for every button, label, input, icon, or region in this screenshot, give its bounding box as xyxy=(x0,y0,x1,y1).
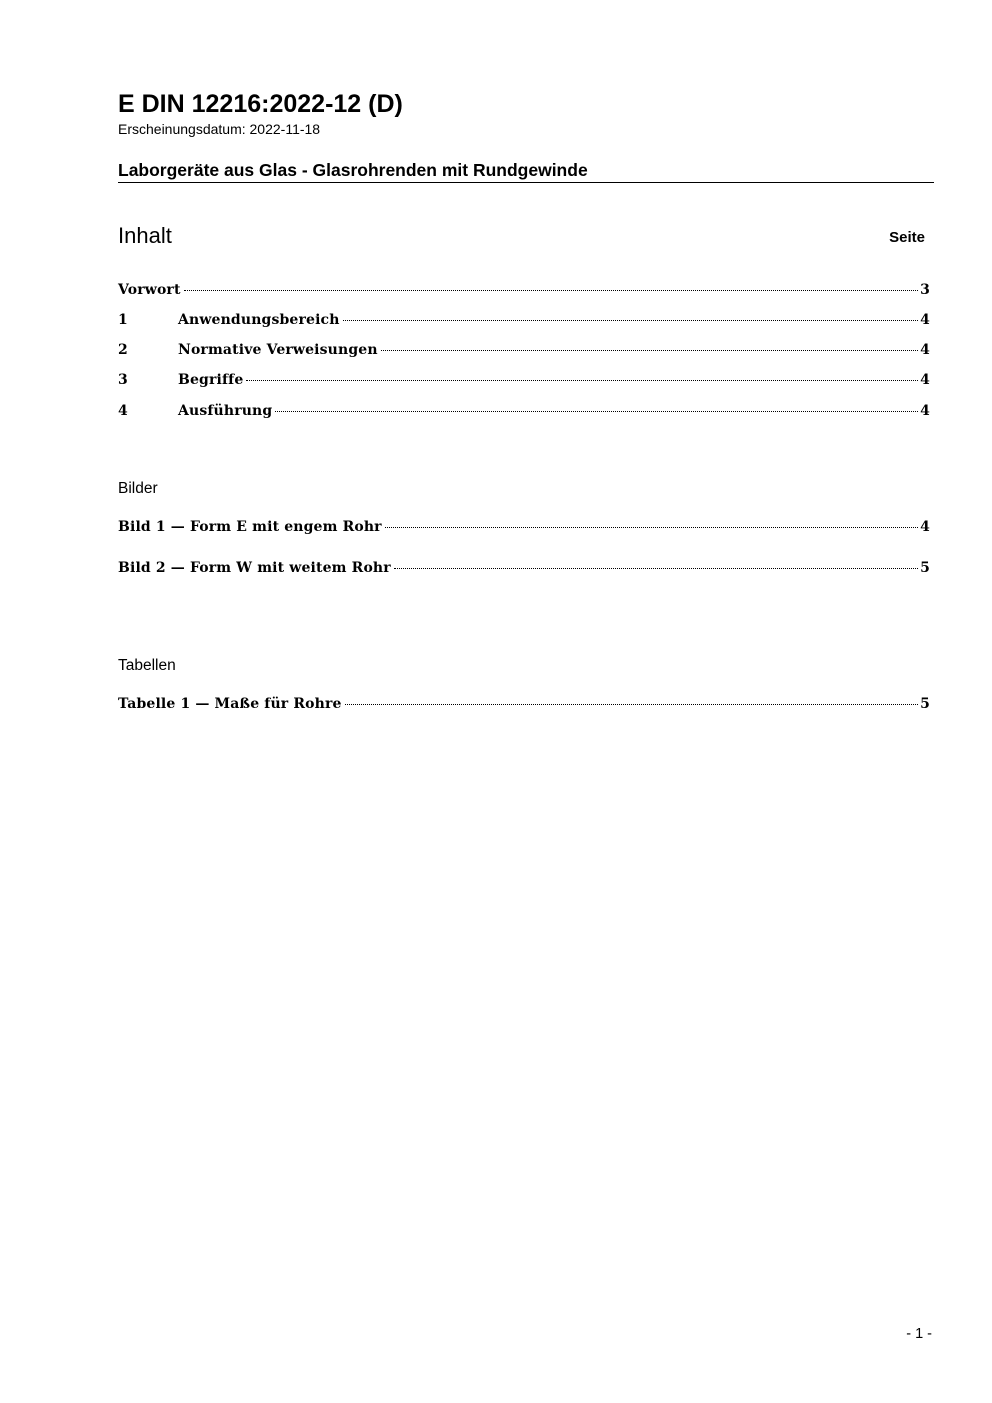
dot-leader xyxy=(343,320,919,321)
toc-entry-page: 4 xyxy=(920,342,930,358)
dot-leader xyxy=(385,527,918,528)
toc-entry-vorwort[interactable] xyxy=(118,279,930,301)
figure-entry-label: Bild 2 — Form W mit weitem Rohr xyxy=(118,560,391,576)
toc-entry-label: Normative Verweisungen xyxy=(178,342,378,358)
tables-heading: Tabellen xyxy=(118,657,176,674)
figure-entry-bild-2[interactable] xyxy=(118,557,930,579)
toc-entry-number: 2 xyxy=(118,342,128,358)
dot-leader xyxy=(246,380,918,381)
toc-entry-begriffe[interactable] xyxy=(118,369,930,391)
toc-entry-page: 4 xyxy=(920,312,930,328)
table-entry-tabelle-1[interactable] xyxy=(118,693,930,715)
figure-entry-bild-1[interactable] xyxy=(118,516,930,538)
toc-entry-number: 4 xyxy=(118,403,128,419)
figure-entry-page: 5 xyxy=(920,560,930,576)
toc-entry-normative-verweisungen[interactable] xyxy=(118,339,930,361)
document-id: E DIN 12216:2022-12 (D) xyxy=(118,90,403,118)
dot-leader xyxy=(184,290,919,291)
toc-entry-number: 1 xyxy=(118,312,128,328)
dot-leader xyxy=(394,568,918,569)
table-entry-page: 5 xyxy=(920,696,930,712)
toc-entry-page: 3 xyxy=(920,282,930,298)
toc-heading: Inhalt xyxy=(118,223,172,248)
toc-entry-label: Begriffe xyxy=(178,372,244,388)
toc-entry-ausfuehrung[interactable] xyxy=(118,400,930,422)
toc-entry-page: 4 xyxy=(920,372,930,388)
toc-entry-number: 3 xyxy=(118,372,128,388)
toc-entry-label: Anwendungsbereich xyxy=(178,312,340,328)
dot-leader xyxy=(345,704,919,705)
toc-entry-page: 4 xyxy=(920,403,930,419)
toc-entry-label: Vorwort xyxy=(118,282,181,298)
figure-entry-page: 4 xyxy=(920,519,930,535)
page-column-label: Seite xyxy=(889,229,925,246)
figures-heading: Bilder xyxy=(118,480,158,497)
document-title: Laborgeräte aus Glas - Glasrohrenden mit Rundgewinde xyxy=(118,159,934,183)
toc-entry-label: Ausführung xyxy=(178,403,273,419)
dot-leader xyxy=(381,350,918,351)
dot-leader xyxy=(275,411,918,412)
publication-date: Erscheinungsdatum: 2022-11-18 xyxy=(118,121,321,137)
toc-entry-anwendungsbereich[interactable] xyxy=(118,309,930,331)
figure-entry-label: Bild 1 — Form E mit engem Rohr xyxy=(118,519,382,535)
table-entry-label: Tabelle 1 — Maße für Rohre xyxy=(118,696,342,712)
page-number: - 1 - xyxy=(906,1326,932,1342)
